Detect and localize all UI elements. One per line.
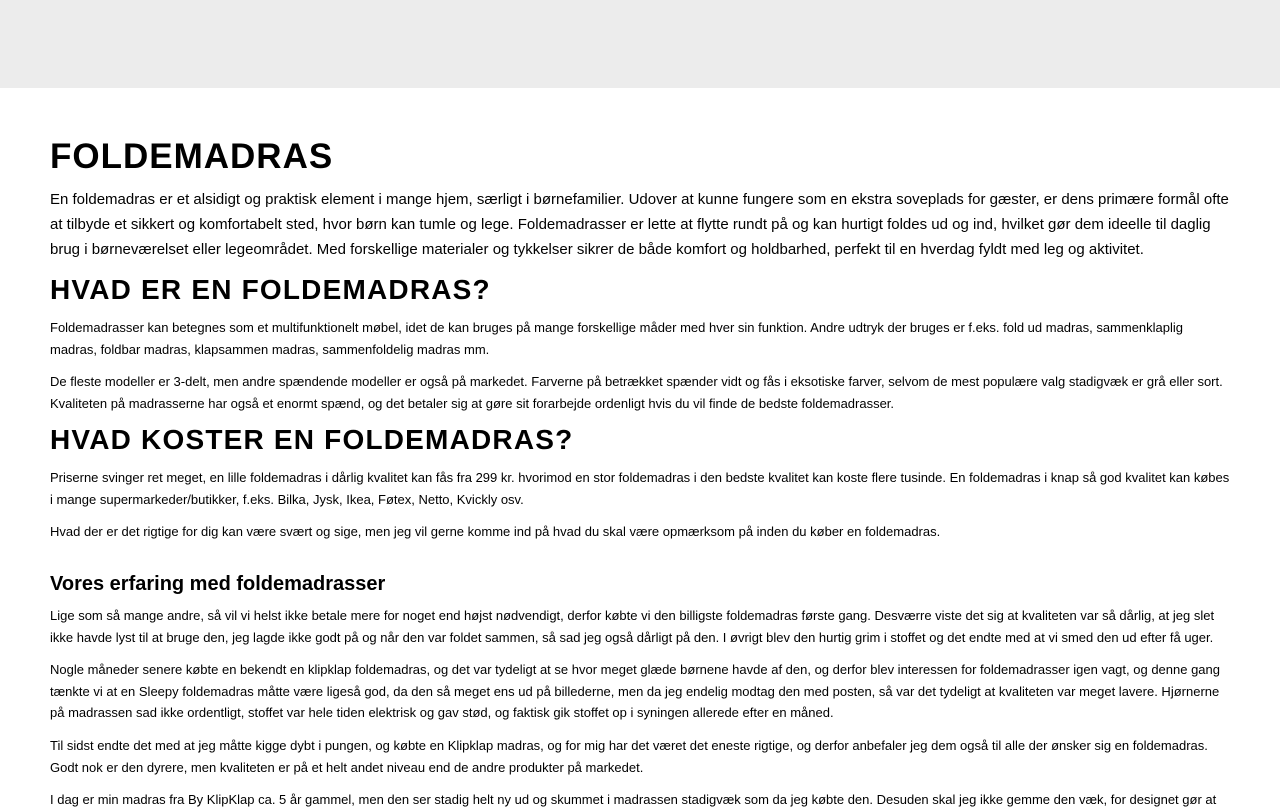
paragraph: Foldemadrasser kan betegnes som et multifunktionelt møbel, idet de kan bruges på mange forskellige måder med hver sin funktion. Andre udtryk der bruges er f.eks. fold ud madras, sammenklaplig madras, foldbar madras, klapsammen madras, sammenfoldelig madras mm. — [50, 320, 1184, 357]
paragraph: Lige som så mange andre, så vil vi helst ikke betale mere for noget end højst nødvendigt, derfor købte vi den billigste foldemadras første gang. Desværre viste det sig at kvaliteten var så dårlig, at jeg slet ikke havde lyst til at bruge den, jeg lagde ikke godt på og når den var foldet sammen, så sad jeg også dårligt på den. I øvrigt blev den hurtig grim i stoffet og det endte med at vi smed den ud efter få uger. — [50, 608, 1215, 645]
paragraph: Hvad der er det rigtige for dig kan være svært og sige, men jeg vil gerne komme ind på hvad du skal være opmærksom på inden du køber en foldemadras. — [50, 524, 941, 539]
paragraph: Nogle måneder senere købte en bekendt en klipklap foldemadras, og det var tydeligt at se hvor meget glæde børnene havde af den, og derfor blev interessen for foldemadrasser igen vagt, og denne gang tænkte vi at en Sleepy foldemadras måtte være ligeså god, da den så meget ens ud på billederne, men da jeg endelig modtag den med posten, så var det tydeligt at kvaliteten var meget lavere. Hjørnerne på madrassen sad ikke ordentligt, stoffet var hele tiden elektrisk og gav stød, og faktisk gik stoffet op i syningen allerede efter en måned. — [50, 662, 1220, 721]
intro-paragraph: En foldemadras er et alsidigt og praktisk element i mange hjem, særligt i børnefamilier. Udover at kunne fungere som en ekstra soveplads for gæster, er dens primære formål ofte at tilbyde et sikkert og komfortabelt sted, hvor børn kan tumle og lege. Foldemadrasser er lette at flytte rundt på og kan hurtigt foldes ud og ind, hvilket gør dem ideelle til daglig brug i børneværelset eller legeområdet. Med forskellige materialer og tykkelser sikrer de både komfort og holdbarhed, perfekt til en hverdag fyldt med leg og aktivitet. — [50, 191, 1229, 258]
paragraph: Priserne svinger ret meget, en lille foldemadras i dårlig kvalitet kan fås fra 299 kr. hvorimod en stor foldemadras i den bedste kvalitet kan koste flere tusinde. En foldemadras i knap så god kvalitet kan købes i mange supermarkeder/butikker, f.eks. Bilka, Jysk, Ikea, Føtex, Netto, Kvickly osv. — [50, 470, 1230, 507]
paragraph: De fleste modeller er 3-delt, men andre spændende modeller er også på markedet. Farverne på betrækket spænder vidt og fås i eksotiske farver, selvom de mest populære valg stadigvæk er grå eller sort. Kvaliteten på madrasserne har også et enormt spænd, og det betaler sig at gøre sit forarbejde ordenligt hvis du vil finde de bedste foldemadrasser. — [50, 374, 1223, 411]
section-heading-price: HVAD KOSTER EN FOLDEMADRAS? — [50, 424, 574, 455]
section-heading-experience: Vores erfaring med foldemadrasser — [50, 573, 386, 595]
paragraph: Til sidst endte det med at jeg måtte kigge dybt i pungen, og købte en Klipklap madras, og for mig har det været det eneste rigtige, og derfor anbefaler jeg dem også til alle der ønsker sig en foldemadras. Godt nok er den dyrere, men kvaliteten er på et helt andet niveau end de andre produkter på markedet. — [50, 738, 1208, 775]
page-title: FOLDEMADRAS — [50, 137, 334, 176]
header-bar — [0, 0, 1280, 88]
paragraph: I dag er min madras fra By KlipKlap ca. 5 år gammel, men den ser stadig helt ny ud og skummet i madrassen stadigvæk som da jeg købte den. Desuden skal jeg ikke gemme den væk, for designet gør at — [50, 792, 1217, 807]
section-heading-what-is: HVAD ER EN FOLDEMADRAS? — [50, 274, 491, 305]
